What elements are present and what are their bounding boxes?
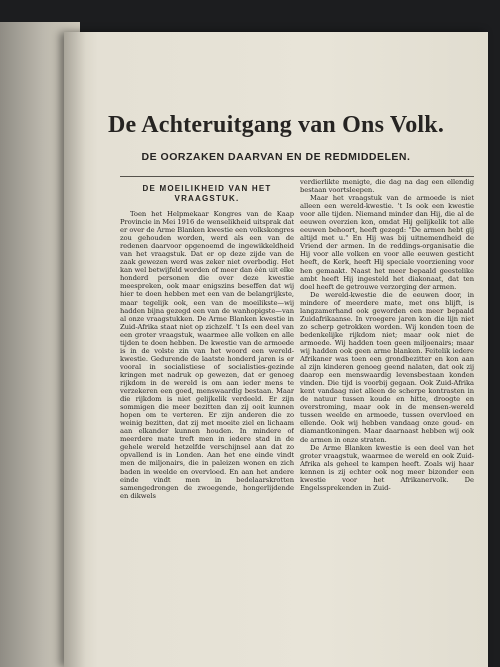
right-column (300, 178, 474, 667)
page-title: De Achteruitgang van Ons Volk. (107, 112, 445, 138)
document-page (64, 32, 488, 667)
left-body-text: Toen het Helpmekaar Kongres van de Kaap Provincie in Mei 1916 de wenselikheid uitsprak dat er over de Arme Blanken kwestie een volkskongres zou gehouden worden, werd als een van de redenen daarvoor opgenoemd de ingewikkeldheid van het vraagstuk. Dat er op deze zijde van de zaak gewezen werd was zeker niet overbodig. Het kan wel betwijfeld worden of meer dan één uit elke honderd personen die over deze kwestie meespreken, ook maar enigszins beseffen dat wij hier te doen hebben met een van de belangrijkste, maar tegelijk ook, een van de moeilikste—wij hadden bijna gezegd een van de wanhopigste—van al onze vraagstukken. De Arme Blanken kwestie in Zuid-Afrika staat niet op zichzelf. 't Is een deel van een groter vraagstuk, waarmee alle volken en alle tijden te doen hebben. De kwestie van de armoede is in de volste zin van het woord een wereld-kwestie. Gedurende de laatste honderd jaren is er vooral in socialistiese of socialisties-gezinde kringen met nadruk op gewezen, dat er genoeg rijkdom in de wereld is om aan ieder mens te verzekeren een goed, menswaardig bestaan. Maar die rijkdom is niet gelijkelik verdeeld. Er zijn sommigen die meer bezitten dan zij ooit kunnen hopen om te verteren. Er zijn anderen die zo weinig bezitten, dat zij met moeite ziel en lichaam aan elkander kunnen houden. In mindere of meerdere mate treft men in iedere stad in de gehele wereld hetzelfde verschijnsel aan dat zo opvallend is in Londen. Aan het ene einde vindt men de miljonairs, die in paleizen wonen en zich baden in weelde en overvloed. En aan het andere einde vindt men in bedelaarskrotten samengedrongen de zwoegende, hongerlijdende en dikwels (120, 210, 294, 500)
right-paragraph-4: De Arme Blanken kwestie is een deel van het groter vraagstuk, waarmee de wereld en ook Zuid-Afrika als geheel te kampen heeft. Zoals wij haar kennen is zij echter ook nog meer bizonder een kwestie voor het Afrikanervolk. De Engelssprekenden in Zuid- (300, 443, 474, 492)
right-paragraph-3: De wereld-kwestie die de eeuwen door, in mindere of meerdere mate, met ons blijft, is langzamerhand ook geworden een meer bepaald Zuidafrikaanse. In vroegere jaren kon die lijn niet zo scherp getrokken worden. Wij konden toen de bedenkelijke rijkdom niet; maar ook niet de armoede. Wij hadden toen geen miljoenairs; maar wij hadden ook geen arme blanken. Feitelik iedere Afrikaner was toen een grondbezitter en kon aan al zijn kinderen genoeg geend nalaten, dat ook zij daarop een menswaardig levensbestaan konden vinden. Die tijd is voorbij gegaan. Ook Zuid-Afrika kent vandaag niet alleen de scherpe kontrasten in de natuur tussen koude en hitte, droogte en overstroming, maar ook in de mensen-wereld tussen weelde en armoede, tussen overvloed en ellende. Ook wij hebben vandaag onze goud- en diamantkoningen. Maar daarnaast hebben wij ook de armen in onze straten. (300, 290, 474, 444)
left-column (120, 178, 294, 667)
section-heading (120, 184, 294, 204)
title-divider (120, 176, 474, 177)
right-paragraph-2: Maar het vraagstuk van de armoede is niet alleen een wereld-kwestie. 't Is ook een kwestie voor alle tijden. Niemand minder dan Hij, die al de eeuwen overzien kon, omdat Hij gelijkelik tot alle eeuwen behoort, heeft gezegd: "De armen hebt gij altijd met u." En Hij was bij uitnemendheid de Vriend der armen. In de reddings-organisatie die Hij voor alle volken en voor alle eeuwen gesticht heeft, de Kerk, heeft Hij speciale voorziening voor hen gemaakt. Naast het meer bepaald geestelike ambt heeft Hij ingesteld het diakonaat, dat ten doel heeft de getrouwe verzorging der armen. (300, 194, 474, 291)
section-heading-line-1: DE MOEILIKHEID VAN HET (142, 184, 272, 193)
right-paragraph-1: verdierlikte menigte, die dag na dag een ellendig bestaan voortsleepen. (300, 178, 474, 195)
page-subtitle: DE OORZAKEN DAARVAN EN DE REDMIDDELEN. (141, 151, 411, 163)
section-heading-line-2: VRAAGSTUK. (174, 194, 240, 203)
